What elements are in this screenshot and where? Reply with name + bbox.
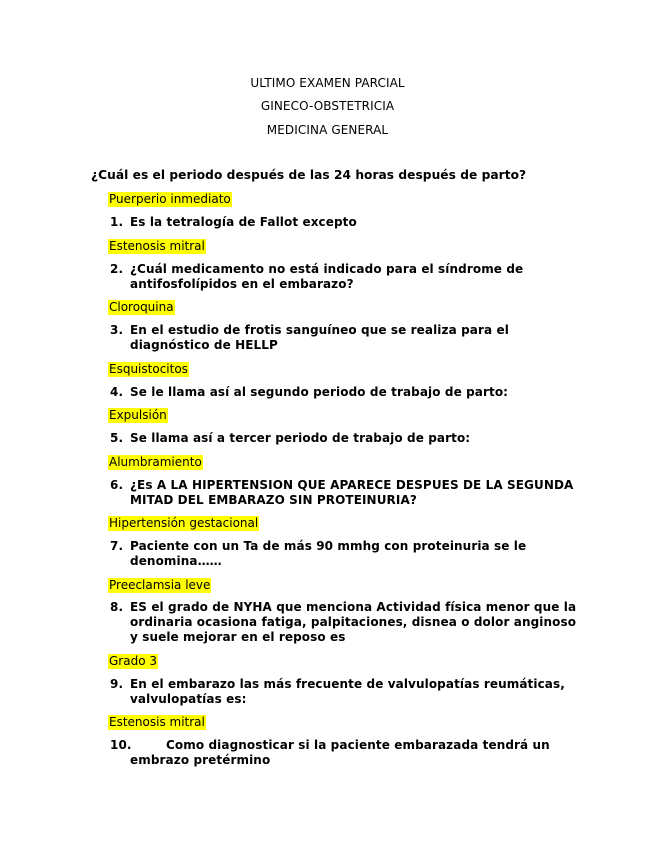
answer-highlight: Esquistocitos bbox=[109, 362, 188, 376]
answer-3 bbox=[108, 362, 189, 377]
answer-6 bbox=[108, 516, 259, 531]
subject-title: GINECO-OBSTETRICIA bbox=[260, 99, 395, 113]
question-number: 3. bbox=[110, 323, 124, 337]
answer-2 bbox=[108, 300, 175, 315]
answer-highlight: Preeclamsia leve bbox=[109, 578, 211, 592]
answer-highlight: Puerperio inmediato bbox=[109, 192, 231, 206]
answer-4 bbox=[108, 408, 168, 423]
answer-highlight: Cloroquina bbox=[109, 300, 174, 314]
question-8 bbox=[108, 600, 578, 645]
question-text: Paciente con un Ta de más 90 mmhg con proteinuria se le denomina…… bbox=[130, 539, 527, 568]
answer-highlight: Estenosis mitral bbox=[109, 715, 205, 729]
intro-answer bbox=[108, 192, 232, 207]
answer-highlight: Alumbramiento bbox=[109, 455, 202, 469]
question-number: 4. bbox=[110, 385, 124, 399]
question-number: 9. bbox=[110, 677, 124, 691]
question-text: Se llama así a tercer periodo de trabajo de parto: bbox=[130, 431, 471, 445]
question-6 bbox=[108, 478, 578, 508]
answer-highlight: Grado 3 bbox=[109, 654, 157, 668]
answer-highlight: Estenosis mitral bbox=[109, 239, 205, 253]
question-5 bbox=[108, 431, 578, 446]
question-1 bbox=[108, 215, 578, 230]
answer-1 bbox=[108, 239, 206, 254]
question-4 bbox=[108, 385, 578, 400]
question-number: 6. bbox=[110, 478, 124, 492]
question-number: 10. bbox=[110, 738, 132, 752]
answer-highlight: Hipertensión gestacional bbox=[109, 516, 259, 530]
question-text: ¿Cuál medicamento no está indicado para el síndrome de antifosfolípidos en el embarazo? bbox=[130, 262, 524, 291]
intro-question: ¿Cuál es el periodo después de las 24 horas después de parto? bbox=[91, 168, 527, 182]
document-title: ULTIMO EXAMEN PARCIAL bbox=[250, 76, 405, 90]
question-7 bbox=[108, 539, 578, 569]
question-text: En el embarazo las más frecuente de valvulopatías reumáticas, valvulopatías es: bbox=[130, 677, 565, 706]
answer-8 bbox=[108, 654, 158, 669]
question-number: 2. bbox=[110, 262, 124, 276]
question-text: Es la tetralogía de Fallot excepto bbox=[130, 215, 357, 229]
question-2 bbox=[108, 262, 578, 292]
answer-highlight: Expulsión bbox=[109, 408, 167, 422]
question-number: 8. bbox=[110, 600, 124, 614]
course-title: MEDICINA GENERAL bbox=[266, 123, 389, 137]
answer-7 bbox=[108, 578, 211, 593]
answer-5 bbox=[108, 455, 203, 470]
question-text-content: Como diagnosticar si la paciente embarazada tendrá un embrazo pretérmino bbox=[130, 738, 550, 767]
question-9 bbox=[108, 677, 578, 707]
answer-9 bbox=[108, 715, 206, 730]
question-text bbox=[130, 738, 578, 768]
question-number: 7. bbox=[110, 539, 124, 553]
question-10 bbox=[108, 738, 578, 768]
question-text: En el estudio de frotis sanguíneo que se realiza para el diagnóstico de HELLP bbox=[130, 323, 509, 352]
question-text: Se le llama así al segundo periodo de trabajo de parto: bbox=[130, 385, 509, 399]
question-text: ¿Es A LA HIPERTENSION QUE APARECE DESPUES DE LA SEGUNDA MITAD DEL EMBARAZO SIN PROTEINURIA? bbox=[130, 478, 574, 507]
question-3 bbox=[108, 323, 578, 353]
question-text: ES el grado de NYHA que menciona Actividad física menor que la ordinaria ocasiona fatiga, palpitaciones, disnea o dolor anginoso y suele mejorar en el reposo es bbox=[130, 600, 577, 644]
question-number: 1. bbox=[110, 215, 124, 229]
question-number: 5. bbox=[110, 431, 124, 445]
